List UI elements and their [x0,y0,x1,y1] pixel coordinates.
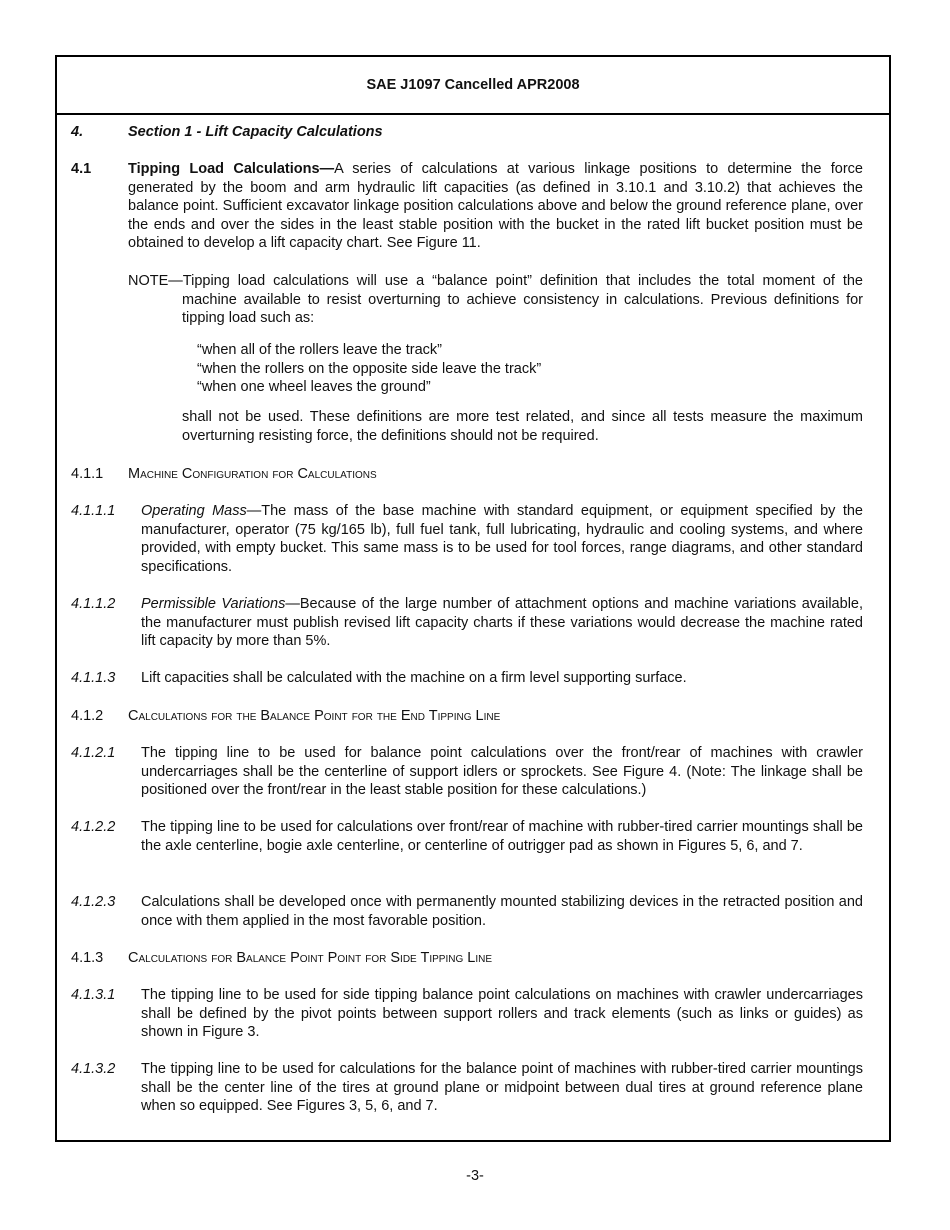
subsection-heading-4-1-2 [71,707,863,726]
subsection-heading-4-1-3 [71,949,863,968]
section-heading [71,123,863,142]
paragraph-number: 4.1.2.3 [71,894,116,910]
paragraph-number: 4.1.2.1 [71,745,116,761]
paragraph-4-1-1-3 [71,669,863,688]
subsection-title: Calculations for the Balance Point for the End Tipping Line [128,708,501,724]
note-paragraph: NOTE—Tipping load calculations will use a “balance point” definition that includes the total moment of the machine available to resist overturning to achieve consistency in calculations. Previous definitions for tipping load such as: [128,273,863,327]
paragraph-number: 4.1.1.2 [71,596,116,612]
paragraph-text: Lift capacities shall be calculated with the machine on a firm level supporting surface. [141,670,687,686]
paragraph-number: 4.1.1.1 [71,503,116,519]
header-band [57,57,889,115]
section-number: 4. [71,124,84,140]
subsection-title: Machine Configuration for Calculations [128,466,377,482]
paragraph-4-1 [71,160,863,253]
subsection-title: Calculations for Balance Point Point for Side Tipping Line [128,950,493,966]
quote-list [71,341,863,397]
subsection-number: 4.1.2 [71,708,104,724]
paragraph-4-1-1-2 [71,595,863,651]
paragraph-number: 4.1.2.2 [71,819,116,835]
paragraph-4-1-1-1 [71,502,863,576]
quote-item: “when one wheel leaves the ground” [197,379,431,396]
paragraph-lead: Operating Mass [141,503,247,519]
paragraph-lead: Permissible Variations [141,596,286,612]
paragraph-number: 4.1.1.3 [71,670,116,686]
paragraph-text: A series of calculations at various linkage positions to determine the force generated by the boom and arm hydraulic lift capacities (as defined in 3.10.1 and 3.10.2) that achieves the balance point. Sufficient excavator linkage position calculations above and below the ground reference plane, over the ends and over the sides in the least stable position with the bucket in the rated lift bucket position must be obtained to develop a lift capacity chart. See Figure 11. [128,161,863,252]
section-title: Section 1 - Lift Capacity Calculations [128,124,383,140]
quote-item: “when all of the rollers leave the track” [197,342,442,358]
paragraph-text: Calculations shall be developed once with permanently mounted stabilizing devices in the retracted position and once with them applied in the most favorable position. [141,894,863,929]
page-frame [55,55,891,1142]
paragraph-text: —Because of the large number of attachment options and machine variations available, the manufacturer must publish revised lift capacity charts if these variations would decrease the machine rated lift capacity by more than 5%. [141,596,864,650]
subsection-number: 4.1.3 [71,950,104,966]
paragraph-text: —The mass of the base machine with standard equipment, or equipment specified by the manufacturer, operator (75 kg/165 lb), full fuel tank, full lubricating, hydraulic and cooling systems, and where provided, with empty bucket. This same mass is to be used for tool forces, range diagrams, and other standard specifications. [141,503,863,575]
paragraph-text: The tipping line to be used for balance point calculations over the front/rear of machines with crawler undercarriages shall be the centerline of support idlers or sprockets. See Figure 4. (Note: The linkage shall be positioned over the front/rear in the least stable position for these calculations.) [141,745,863,799]
subsection-heading-4-1-1 [71,465,863,484]
subsection-number: 4.1.1 [71,466,104,482]
page-number: -3- [466,1168,484,1184]
quote-item: “when the rollers on the opposite side leave the track” [197,360,542,377]
paragraph-4-1-3-1 [71,986,863,1042]
paragraph-4-1-3-2 [71,1060,863,1116]
paragraph-4-1-2-3 [71,893,863,930]
paragraph-number: 4.1 [71,161,92,177]
paragraph-4-1-2-1 [71,744,863,800]
paragraph-text: The tipping line to be used for side tipping balance point calculations on machines with crawler undercarriages shall be defined by the pivot points between support rollers and track elements (such as links or guides) as shown in Figure 3. [141,987,863,1041]
paragraph-number: 4.1.3.1 [71,987,116,1003]
paragraph-text: The tipping line to be used for calculations over front/rear of machine with rubber-tired carrier mountings shall be the axle centerline, bogie axle centerline, or centerline of outrigger pad as shown in Figures 5, 6, and 7. [141,819,863,854]
paragraph-text: The tipping line to be used for calculations for the balance point of machines with rubber-tired carrier mountings shall be the center line of the tires at ground plane or midpoint between dual tires at ground reference plane when so equipped. See Figures 3, 5, 6, and 7. [141,1061,863,1115]
document-title: SAE J1097 Cancelled APR2008 [366,77,580,93]
paragraph-4-1-2-2 [71,818,863,855]
paragraph-lead: Tipping Load Calculations— [128,161,335,177]
note-continuation: shall not be used. These definitions are more test related, and since all tests measure the maximum overturning resisting force, the definitions should not be required. [182,409,863,444]
paragraph-number: 4.1.3.2 [71,1061,116,1077]
